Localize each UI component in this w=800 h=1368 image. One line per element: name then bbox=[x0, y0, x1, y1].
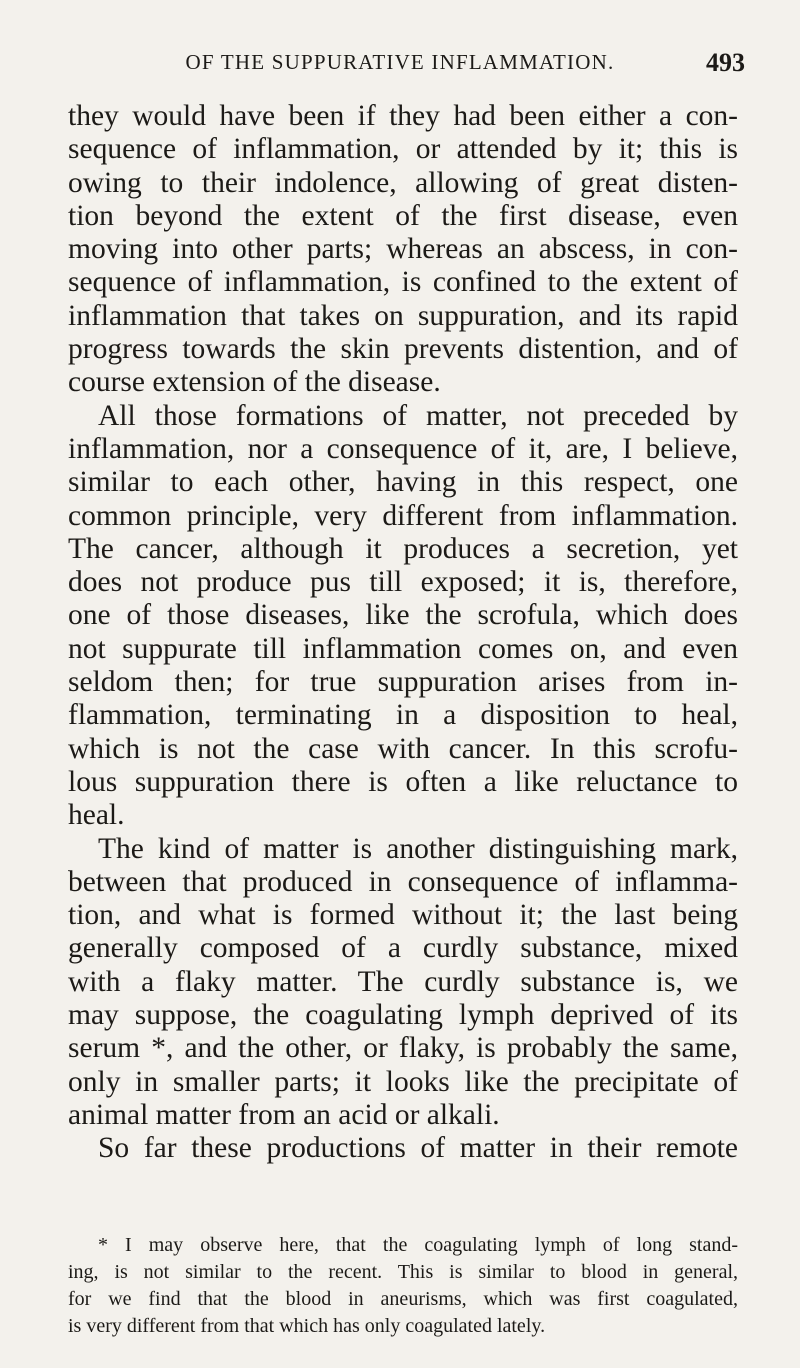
text-line: one of those diseases, like the scrofula, which does bbox=[68, 599, 738, 632]
text-line: which is not the case with cancer. In this scrofu- bbox=[68, 732, 738, 765]
footnote-line: ing, is not similar to the recent. This is similar to blood in general, bbox=[68, 1261, 738, 1283]
paragraph-4 bbox=[68, 1132, 738, 1165]
text-line: The kind of matter is another distinguishing mark, bbox=[98, 832, 738, 865]
text-line: owing to their indolence, allowing of great disten- bbox=[68, 166, 738, 199]
paragraph-3 bbox=[68, 833, 738, 1133]
text-line: inflammation that takes on suppuration, and its rapid bbox=[68, 299, 738, 332]
footnote bbox=[68, 1232, 738, 1340]
text-line: All those formations of matter, not preceded by bbox=[98, 399, 738, 432]
footnote-line: * I may observe here, that the coagulating lymph of long stand- bbox=[98, 1234, 738, 1256]
page-number: 493 bbox=[706, 48, 745, 77]
footnote-line: for we find that the blood in aneurisms, which was first coagulated, bbox=[68, 1288, 738, 1310]
text-line: tion beyond the extent of the first disease, even bbox=[68, 199, 738, 232]
text-line: inflammation, nor a consequence of it, are, I believe, bbox=[68, 432, 738, 465]
text-line: progress towards the skin prevents distention, and of bbox=[68, 333, 738, 366]
body-text bbox=[68, 100, 738, 1166]
text-line: between that produced in consequence of inflamma- bbox=[68, 865, 738, 898]
text-line: sequence of inflammation, or attended by it; this is bbox=[68, 133, 738, 166]
text-line: similar to each other, having in this respect, one bbox=[68, 466, 738, 499]
text-line: The cancer, although it produces a secretion, yet bbox=[68, 532, 738, 565]
text-line: sequence of inflammation, is confined to the extent of bbox=[68, 266, 738, 299]
text-line: course extension of the disease. bbox=[68, 366, 441, 399]
text-line: may suppose, the coagulating lymph deprived of its bbox=[68, 999, 738, 1032]
text-line: tion, and what is formed without it; the last being bbox=[68, 899, 738, 932]
text-line: does not produce pus till exposed; it is, therefore, bbox=[68, 566, 738, 599]
text-line: not suppurate till inflammation comes on, and even bbox=[68, 632, 738, 665]
text-line: serum *, and the other, or flaky, is probably the same, bbox=[68, 1032, 738, 1065]
paragraph-1 bbox=[68, 100, 738, 400]
text-line: they would have been if they had been either a con- bbox=[68, 100, 738, 132]
footnote-line: is very different from that which has only coagulated lately. bbox=[68, 1315, 546, 1337]
text-line: seldom then; for true suppuration arises from in- bbox=[68, 666, 738, 699]
text-line: common principle, very different from inflammation. bbox=[68, 499, 738, 532]
text-line: animal matter from an acid or alkali. bbox=[68, 1098, 500, 1131]
paragraph-2 bbox=[68, 400, 738, 833]
text-line: generally composed of a curdly substance, mixed bbox=[68, 932, 738, 965]
running-title: OF THE SUPPURATIVE INFLAMMATION. bbox=[185, 50, 615, 74]
text-line: only in smaller parts; it looks like the precipitate of bbox=[68, 1065, 738, 1098]
text-line: So far these productions of matter in their remote bbox=[98, 1132, 738, 1165]
text-line: heal. bbox=[68, 799, 125, 832]
text-line: lous suppuration there is often a like reluctance to bbox=[68, 765, 738, 798]
text-line: with a flaky matter. The curdly substance is, we bbox=[68, 965, 738, 998]
text-line: flammation, terminating in a disposition to heal, bbox=[68, 699, 738, 732]
text-line: moving into other parts; whereas an abscess, in con- bbox=[68, 233, 738, 266]
